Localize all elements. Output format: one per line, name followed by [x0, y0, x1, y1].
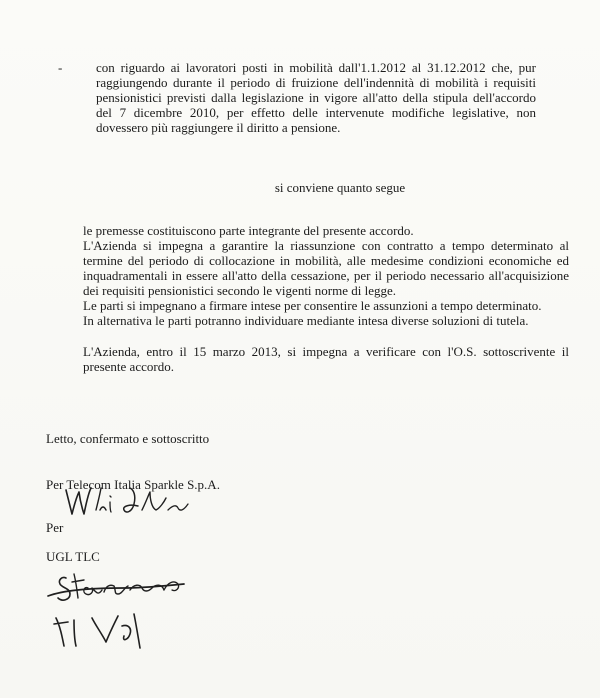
paragraph-riassunzione: L'Azienda si impegna a garantire la riassunzione con contratto a tempo determinato al termine del periodo di collocazione in mobilità, alle medesime condizioni economiche ed inquadramentali in essere all'atto della cessazione, per il periodo necessario all'acquisizione dei requisiti pensionistici secondo le vigenti norme di legge.	[83, 238, 569, 298]
paragraph-intese: Le parti si impegnano a firmare intese per consentire le assunzioni a tempo determinato.	[83, 298, 542, 313]
party-two-line: UGL TLC	[46, 549, 100, 564]
agreement-heading: si conviene quanto segue	[274, 180, 406, 195]
signature-union	[44, 566, 194, 656]
paragraph-premesse: le premesse costituiscono parte integrante del presente accordo.	[83, 223, 414, 238]
party-two-prefix: Per	[46, 520, 64, 535]
agreement-body	[83, 223, 569, 328]
party-one-line: Per Telecom Italia Sparkle S.p.A.	[46, 477, 220, 492]
closing-paragraph: L'Azienda, entro il 15 marzo 2013, si impegna a verificare con l'O.S. sottoscrivente il presente accordo.	[83, 344, 569, 374]
bullet-paragraph: con riguardo ai lavoratori posti in mobilità dall'1.1.2012 al 31.12.2012 che, pur raggiungendo durante il periodo di fruizione dell'indennità di mobilità i requisiti pensionistici previsti dalla legislazione in vigore all'atto della stipula dell'accordo del 7 dicembre 2010, per effetto delle intervenute modifiche legislative, non dovessero più raggiungere il diritto a pensione.	[96, 60, 536, 135]
bullet-marker: -	[58, 60, 63, 75]
paragraph-alternativa: In alternativa le parti potranno individuare mediante intesa diverse soluzioni di tutela.	[83, 313, 529, 328]
signoff-line: Letto, confermato e sottoscritto	[46, 431, 210, 446]
signature-company	[60, 480, 200, 522]
